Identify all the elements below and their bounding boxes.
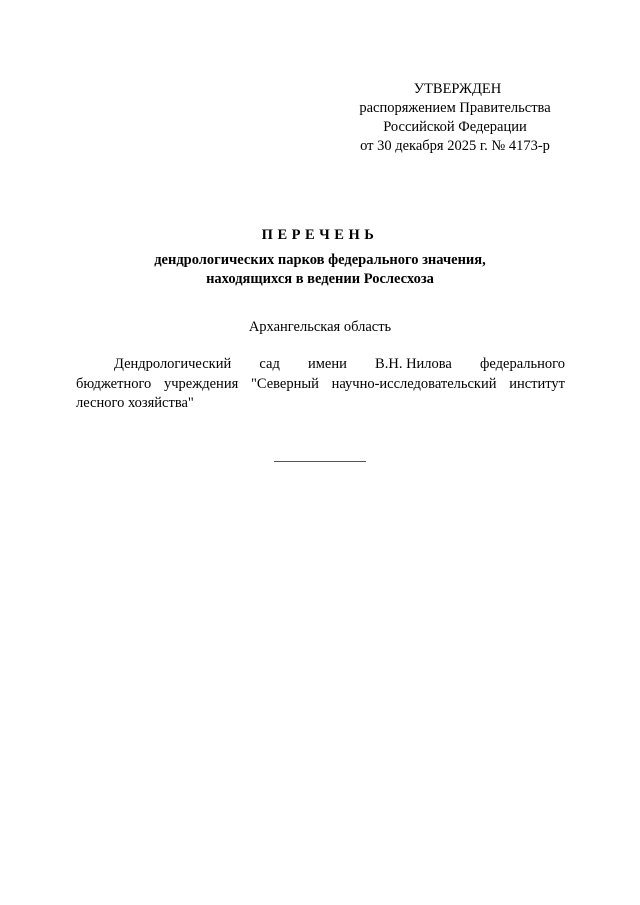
approval-line-1: распоряжением Правительства <box>359 100 551 116</box>
entry-word: имени <box>307 356 347 372</box>
approval-heading: УТВЕРЖДЕН <box>413 81 502 97</box>
entry-word: федерального <box>480 356 565 372</box>
entry-word: В.Н. Нилова <box>375 356 452 372</box>
entry-word: сад <box>259 356 280 372</box>
approval-line-3: от 30 декабря 2025 г. № 4173-р <box>360 138 550 154</box>
entry-line-3: лесного хозяйства" <box>76 395 194 411</box>
approval-stamp <box>340 80 570 156</box>
entry-word: учреждения <box>164 375 239 392</box>
document-title: ПЕРЕЧЕНЬ <box>261 227 379 243</box>
entry-word: научно-исследовательский <box>331 375 497 392</box>
subtitle-line-1: дендрологических парков федерального значения, <box>154 252 486 268</box>
park-entry <box>76 355 565 414</box>
entry-line-1 <box>76 355 565 375</box>
approval-line-2: Российской Федерации <box>383 119 527 135</box>
entry-line-2 <box>76 375 565 395</box>
subtitle-line-2: находящихся в ведении Рослесхоза <box>206 271 434 287</box>
closing-separator <box>274 461 366 462</box>
region-heading: Архангельская область <box>248 319 392 335</box>
entry-word: "Северный <box>250 375 319 392</box>
document-subtitle <box>0 251 640 289</box>
entry-word: бюджетного <box>76 375 152 392</box>
entry-word: институт <box>509 375 565 392</box>
entry-word: Дендрологический <box>114 356 232 372</box>
